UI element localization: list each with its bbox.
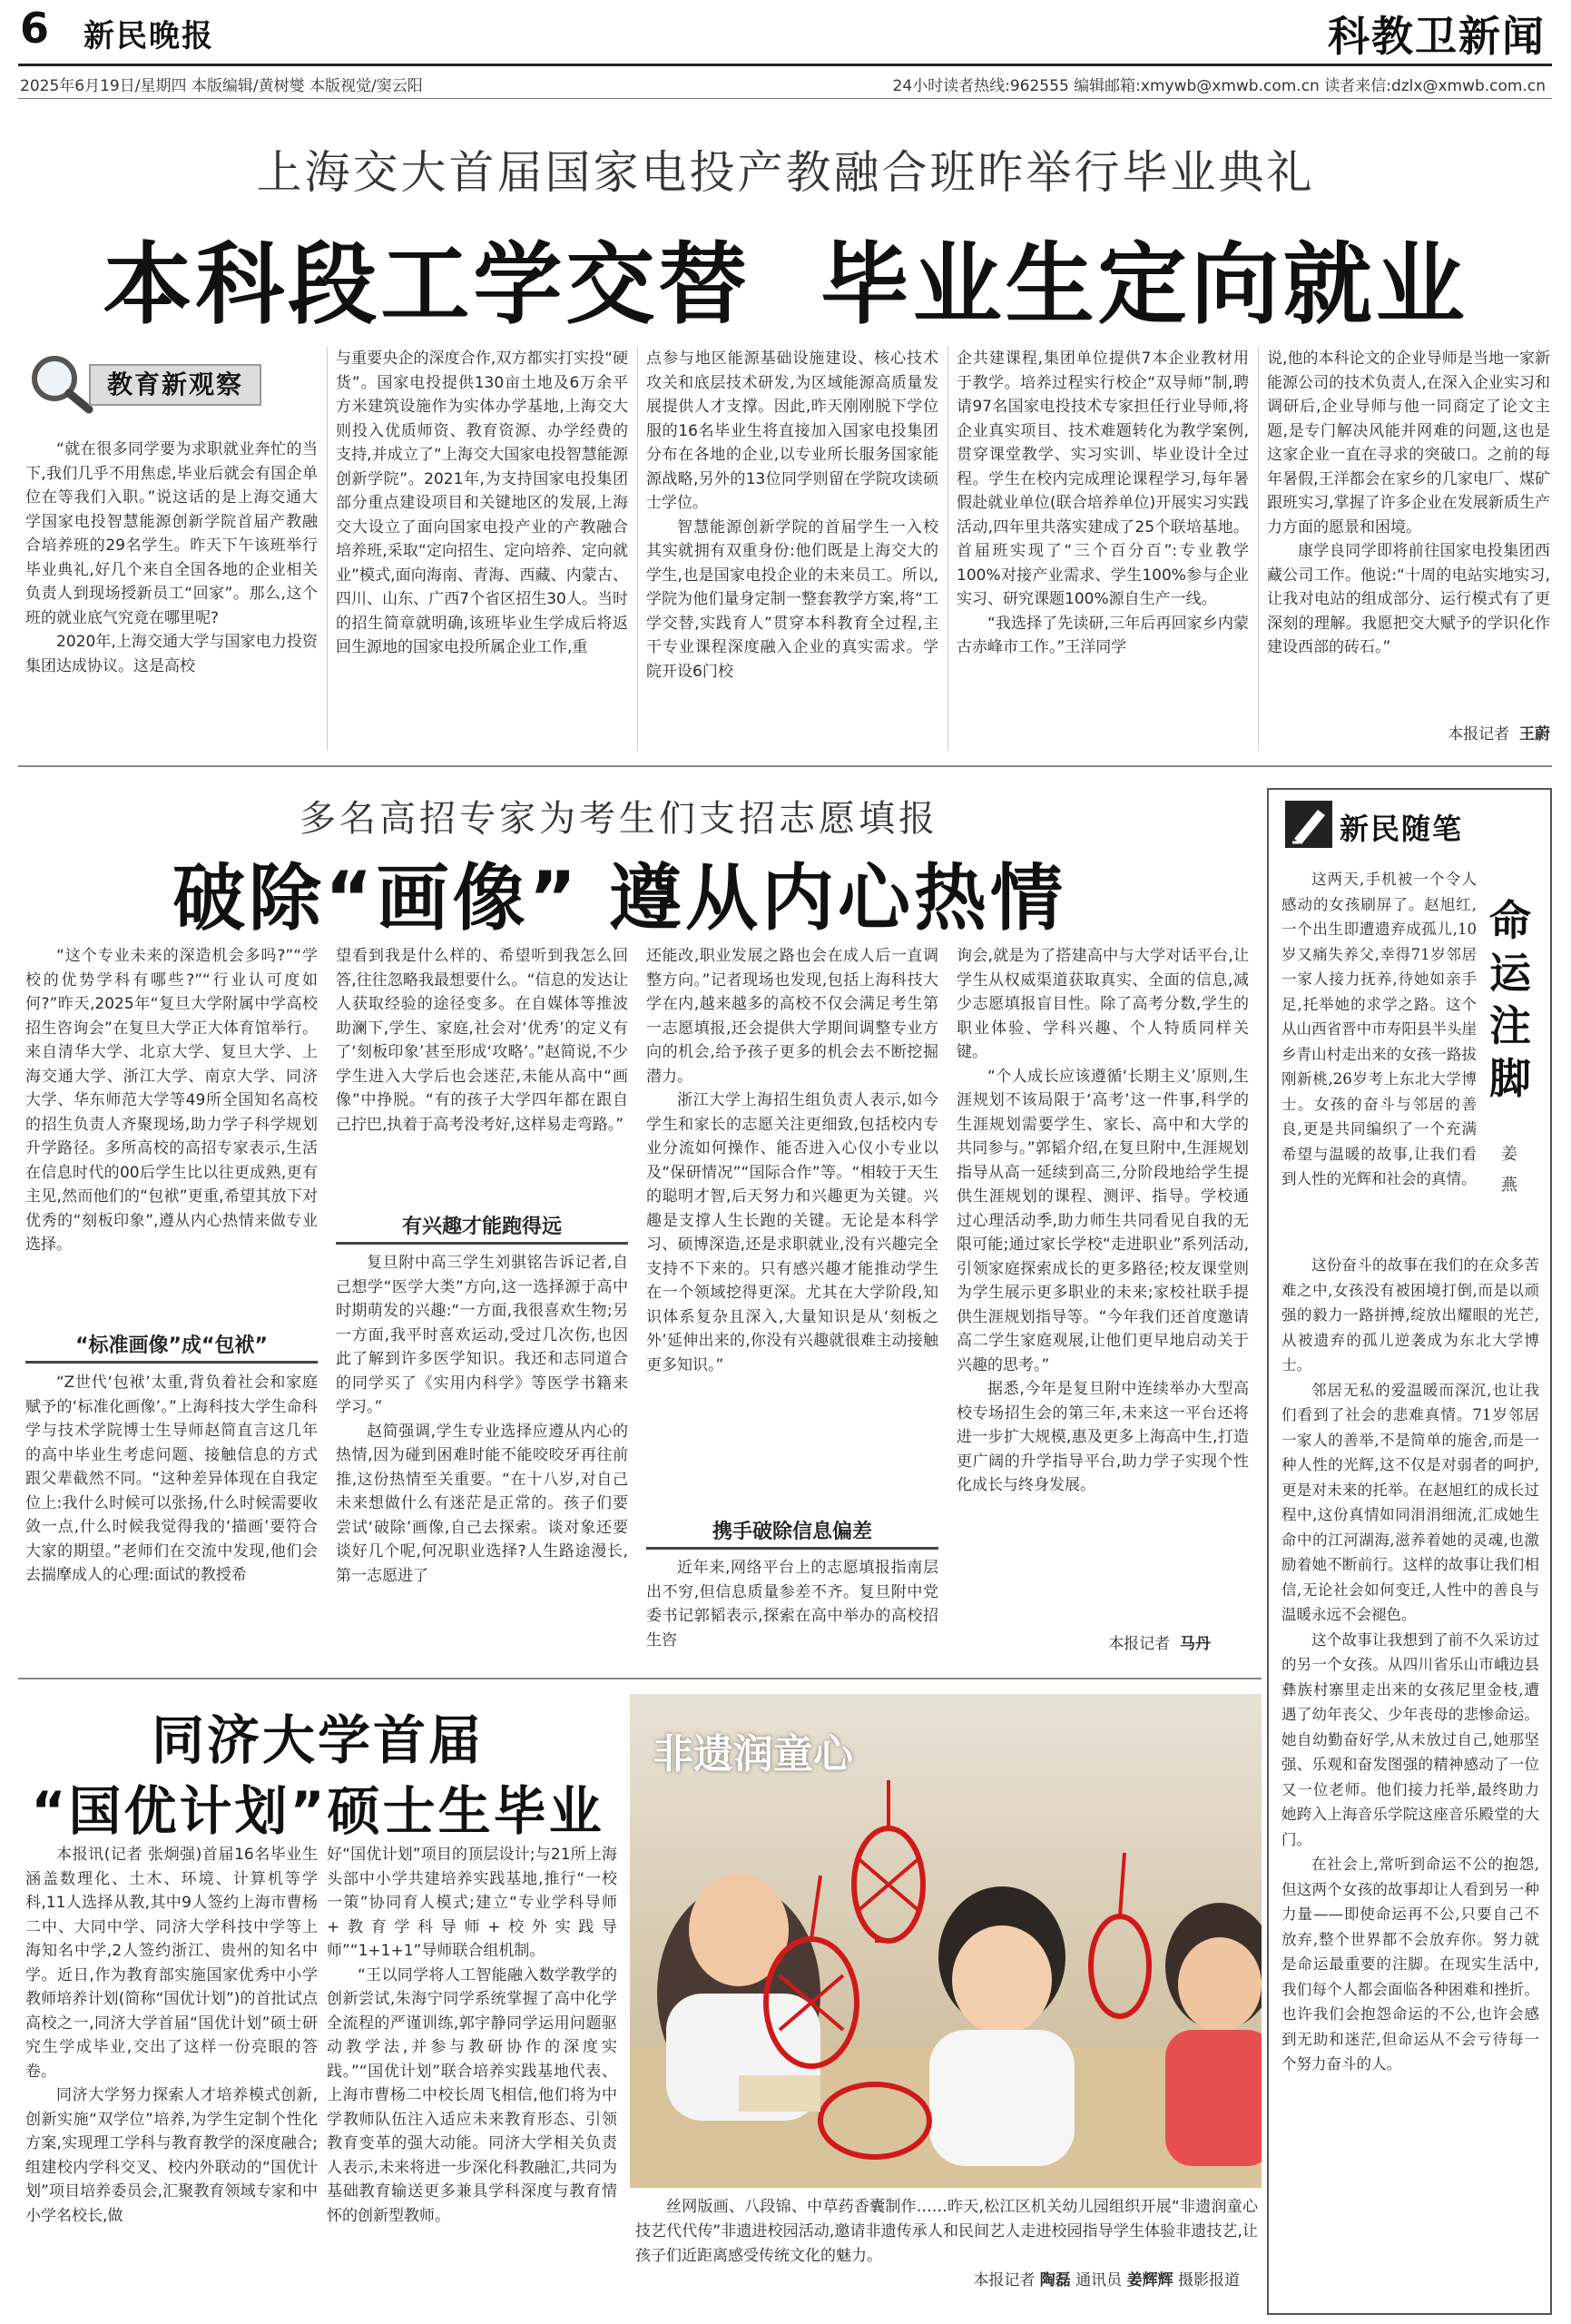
column-logo (1285, 801, 1464, 848)
byline-label: 本报记者 (1108, 1635, 1171, 1653)
story2-col-4 (957, 944, 1249, 1630)
paragraph: 与重要央企的深度合作,双方都实打实投“硬货”。国家电投提供130亩土地及6万余平方米建筑设施作为实体办学基地,上海交大则投入优质师资、教育资源、办学经费的支持,并成立了“上海交大国家电投智慧能源创新学院”。2021年,为支持国家电投集团部分重点建设项目和关键地区的发展,上海交大设立了面向国家电投产业的产教融合培养班,采取“定向招生、定向培养、定向就业”模式,面向海南、青海、西藏、内蒙古、四川、山东、广西7个省区招生30人。当时的招生简章就明确,该班毕业生学成后将返回生源地的国家电投所属企业工作,重 (336, 350, 628, 656)
lead-kicker: 上海交大首届国家电投产教融合班昨举行毕业典礼 (256, 146, 1315, 199)
paragraph: 在社会上,常听到命运不公的抱怨,但这两个女孩的故事却让人看到另一种力量——即使命运再不公,只要自己不放弃,整个世界都不会放弃你。努力就是命运最重要的注脚。在现实生活中,我们每个人都会面临各种困难和挫折。也许我们会抱怨命运的不公,也许会感到无助和迷茫,但命运从不会亏待每一个努力奋斗的人。 (1281, 1856, 1539, 2073)
magnifier-icon (25, 351, 98, 415)
photo-frame (630, 1694, 1262, 2188)
story2-byline (957, 1632, 1211, 1659)
page-number: 6 (20, 4, 50, 53)
lead-col-2 (336, 347, 628, 751)
paragraph: “Z世代‘包袱’太重,背负着社会和家庭赋予的‘标准化画像’。”上海科技大学生命科学与技术学院博士生导师赵简直言这几年的高中毕业生考虑问题、接触信息的方式跟父辈截然不同。“这种差异体现在自我定位上:我什么时候可以张扬,什么时候需要收敛一点,什么时候我觉得我的‘描画’要符合大家的期望。”老师们在交流中发现,他们会去揣摩成人的心理:面试的教授希 (25, 1374, 318, 1584)
story2-col-3b (646, 1556, 938, 1661)
lead-col-5 (1267, 347, 1550, 719)
paragraph: 邻居无私的爱温暖而深沉,也让我们看到了社会的悲难真情。71岁邻居一家人的善举,不是简单的施舍,而是一种人性的光辉,这不仅是对弱者的呵护,更是对未来的托举。在赵旭红的成长过程中,这份真情如同涓涓细流,汇成她生命中的江河湖海,滋养着她的灵魂,也激励着她不断前行。这样的故事让我们相信,无论社会如何变迁,人性中的善良与温暖永远不会褪色。 (1281, 1381, 1539, 1623)
paragraph: 据悉,今年是复旦附中连续举办大型高校专场招生会的第三年,未来这一平台还将进一步扩大规模,惠及更多上海高中生,打造更广阔的升学指导平台,助力学子实现个性化成长与终身发展。 (957, 1380, 1249, 1494)
column-rule (1258, 347, 1259, 751)
paragraph: 还能改,职业发展之路也会在成人后一直调整方向。”记者现场也发现,包括上海科技大学在内,越来越多的高校不仅会满足考生第一志愿填报,还会提供大学期间调整专业方向的机会,给予孩子更多的机会去不断挖掘潜力。 (646, 947, 938, 1086)
story2-col-2 (336, 944, 628, 1206)
story3-headline-1: 同济大学首届 (151, 1709, 484, 1771)
date-line: 2025年6月19日/星期四 本版编辑/黄树燮 本版视觉/窦云阳 (20, 77, 423, 95)
paragraph: 询会,就是为了搭建高中与大学对话平台,让学生从权威渠道获取真实、全面的信息,减少志愿填报盲目性。除了高考分数,学生的职业体验、学科兴趣、个人特质同样关键。 (957, 947, 1249, 1061)
column-author: 姜燕 (1501, 1145, 1517, 1195)
paragraph: 近年来,网络平台上的志愿填报指南层出不穷,但信息质量参差不齐。复旦附中党委书记郭韬表示,探索在高中举办的高校招生咨 (646, 1559, 938, 1649)
story2-col-1b (25, 1371, 318, 1661)
paragraph: “王以同学将人工智能融入数学教学的创新尝试,朱海宁同学系统掌握了高中化学全流程的严谨训练,郭宇静同学运用问题驱动教学法,并参与教研协作的深度实践。”“国优计划”联合培养实践基地代表、上海市曹杨二中校长周飞相信,他们将为中学教师队伍注入适应未来教育形态、引领教育变革的强大动能。同济大学相关负责人表示,未来将进一步深化科教融汇,共同为基础教育输送更多兼具学科深度与教育情怀的创新型教师。 (327, 1965, 617, 2225)
story3-headline-2: “国优计划”硕士生毕业 (31, 1780, 604, 1842)
subhead-3: 携手破除信息偏差 (646, 1516, 938, 1550)
paragraph: 企共建课程,集团单位提供7本企业教材用于教学。培养过程实行校企“双导师”制,聘请97名国家电投技术专家担任行业导师,将企业真实项目、技术难题转化为教学案例,贯穿课堂教学、实习实训、毕业设计全过程。学生在校内完成理论课程学习,每年暑假赴就业单位(联合培养单位)开展实习实践活动,四年里共落实建成了25个联培基地。首届班实现了“三个百分百”:专业教学100%对接产业需求、学生100%参与企业实习、研究课题100%源自生产一线。 (957, 350, 1249, 608)
paragraph: 浙江大学上海招生组负责人表示,如今学生和家长的志愿关注更细致,包括校内专业分流如何操作、能否进入心仪小专业以及“保研情况”“国际合作”等。“相较于天生的聪明才智,后天努力和兴趣更为关键。兴趣是支撑人生长跑的关键。无论是本科学习、硕博深造,还是求职就业,没有兴趣完全支持不下来的。只有感兴趣才能推动学生在一个领域挖得更深。尤其在大学阶段,知识体系复杂且深入,大量知识是从‘刻板之外’延伸出来的,你没有兴趣就很难主动接触更多知识。” (646, 1091, 938, 1374)
column-tag-label: 教育新观察 (89, 364, 261, 406)
column-tag (25, 359, 316, 413)
paragraph: “个人成长应该遵循‘长期主义’原则,生涯规划不该局限于‘高考’这一件事,科学的生涯规划需要学生、家长、高中和大学的共同参与。”郭韬介绍,在复旦附中,生涯规划指导从高一延续到高三,分阶段地给学生提供生涯规划的课程、测评、指导。学校通过心理活动季,助力师生共同看见自我的无限可能;通过家长学校“走进职业”系列活动,引领家庭探索成长的更多路径;校友课堂则为学生展示更多职业的未来;家校社联手提供生涯规划指导等。“今年我们还首度邀请高二学生家庭观展,让他们更早地启动关于兴趣的思考。” (957, 1067, 1249, 1374)
paragraph: “我选择了先读研,三年后再回家乡内蒙古赤峰市工作。”王洋同学 (957, 614, 1249, 656)
paragraph: 本报讯(记者 张炯强)首届16名毕业生涵盖数理化、土木、环境、计算机等学科,11人选择从教,其中9人签约上海市曹杨二中、大同中学、同济大学科技中学等上海知名中学,2人签约浙江、贵州的知名中学。近日,作为教育部实施国家优秀中小学教师培养计划(简称“国优计划”)的首批试点高校之一,同济大学首届“国优计划”硕士研究生学成毕业,交出了这样一份亮眼的答卷。 (25, 1846, 318, 2081)
paragraph: 同济大学努力探索人才培养模式创新,创新实施“双学位”培养,为学生定制个性化方案,实现理工学科与教育教学的深度融合;组建校内学科交叉、校内外联动的“国优计划”项目培养委员会,汇聚教育领域专家和中小学名校长,做 (25, 2086, 318, 2225)
column-logo-label: 新民随笔 (1340, 812, 1464, 846)
column-rule (327, 347, 328, 751)
byline-name: 马丹 (1180, 1635, 1211, 1653)
column-title: 命运注脚 (1489, 896, 1531, 1103)
paragraph: “这个专业未来的深造机会多吗?”“学校的优势学科有哪些?”“行业认可度如何?”昨天,2025年“复旦大学附属中学高校招生咨询会”在复旦大学正大体育馆举行。来自清华大学、北京大学、复旦大学、上海交通大学、浙江大学、南京大学、同济大学、华东师范大学等49所全国知名高校的招生负责人齐聚现场,助力学子科学规划升学路径。多所高校的高招专家表示,生活在信息时代的00后学生比以往更成熟,更有主见,然而他们的“包袱”更重,希望其放下对优秀的“刻板印象”,遵从内心热情来做专业选择。 (25, 947, 318, 1254)
lead-headline: 本科段工学交替 毕业生定向就业 (103, 233, 1468, 337)
paragraph: 智慧能源创新学院的首届学生一入校其实就拥有双重身份:他们既是上海交大的学生,也是国家电投企业的未来员工。所以,学院为他们量身定制一整套教学方案,将“工学交替,实践育人”贯穿本科教育全过程,主干专业课程深度融入企业的真实需求。学院开设6门校 (646, 517, 938, 681)
paragraph: “就在很多同学要为求职就业奔忙的当下,我们几乎不用焦虑,毕业后就会有国企单位在等我们入职。”说这话的是上海交通大学国家电投智慧能源创新学院首届产教融合培养班的29名学生。昨天下午该班举行毕业典礼,好几个来自全国各地的企业相关负责人到现场授新员工“回家”。那么,这个班的就业底气究竟在哪里呢? (25, 440, 318, 627)
paragraph: 点参与地区能源基础设施建设、核心技术攻关和底层技术研发,为区域能源高质量发展提供人才支撑。因此,昨天刚刚脱下学位服的16名毕业生将直接加入国家电投集团分布在各地的企业,以专业所长服务国家能源战略,另外的13位同学则留在学院攻读硕士学位。 (646, 350, 938, 512)
lead-byline (1267, 723, 1550, 750)
column-text-top (1281, 867, 1477, 1248)
date-rule (18, 98, 1552, 99)
paragraph: 康学良同学即将前往国家电投集团西藏公司工作。他说:“十周的电站实地实习,让我对电站的组成部分、运行模式有了更深刻的理解。我愿把交大赋予的学识化作建设西部的砖石。” (1267, 542, 1550, 656)
lead-col-4 (957, 347, 1249, 751)
paper-name: 新民晚报 (83, 18, 214, 54)
paragraph: 赵简强调,学生专业选择应遵从内心的热情,因为碰到困难时能不能咬咬牙再往前推,这份热情至关重要。“在十八岁,对自己未来想做什么有迷茫是正常的。孩子们要尝试‘破除’画像,自己去探索。谈对象还要谈好几个呢,何况职业选择?人生路途漫长,第一志愿进了 (336, 1422, 628, 1585)
story2-col-1 (25, 944, 318, 1325)
photo-title: 非遗润童心 (653, 1731, 853, 1777)
contact-line: 24小时读者热线:962555 编辑邮箱:xmywb@xmwb.com.cn 读者来信:dzlx@xmwb.com.cn (892, 77, 1546, 95)
section-title: 科教卫新闻 (1328, 12, 1546, 61)
story3-col-1 (25, 1843, 318, 2315)
paragraph: 这个故事让我想到了前不久采访过的另一个女孩。从四川省乐山市峨边县彝族村寨里走出来的女孩尼里金枝,遭遇了幼年丧父、少年丧母的悲惨命运。她自幼勤奋好学,从未放过自己,她那坚强、乐观和奋发图强的精神感动了一位又一位老师。他们接力托举,最终助力她跨入上海音乐学院这座音乐殿堂的大门。 (1281, 1630, 1539, 1848)
subhead-1: “标准画像”成“包袱” (25, 1330, 318, 1364)
story2-col-2b (336, 1251, 628, 1661)
credit-mid: 通讯员 (1075, 2271, 1123, 2290)
pen-icon (1285, 801, 1332, 848)
credit-tail: 摄影报道 (1178, 2271, 1240, 2290)
masthead-rule (18, 64, 1552, 66)
story2-col-3 (646, 944, 938, 1512)
subhead-2: 有兴趣才能跑得远 (336, 1211, 628, 1245)
column-rule (637, 347, 638, 751)
paragraph: 好“国优计划”项目的顶层设计;与21所上海头部中小学共建培养实践基地,推行“一校一策”协同育人模式;建立“专业学科导师+教育学科导师+校外实践导师”“1+1+1”导师联合组机制。 (327, 1846, 617, 1960)
lead-col-3 (646, 347, 938, 751)
section-divider (18, 1678, 1262, 1679)
story2-kicker: 多名高招专家为考生们支招志愿填报 (299, 798, 938, 840)
paragraph: 2020年,上海交通大学与国家电力投资集团达成协议。这是高校 (25, 633, 318, 675)
paragraph: 这份奋斗的故事在我们的在众多苦难之中,女孩没有被困境打倒,而是以顽强的毅力一路拼搏,绽放出耀眼的光芒,从被遗弃的孤儿逆袭成为东北大学博士。 (1281, 1256, 1539, 1374)
paragraph: 复旦附中高三学生刘骐铭告诉记者,自己想学“医学大类”方向,这一选择源于高中时期萌发的兴趣:“一方面,我很喜欢生物;另一方面,我平时喜欢运动,受过几次伤,也因此了解到许多医学知识。我还和志同道合的同学买了《实用内科学》等医学书籍来学习。” (336, 1254, 628, 1416)
credit-name-1: 陶磊 (1039, 2271, 1071, 2290)
story2-headline: 破除“画像” 遵从内心热情 (172, 856, 1067, 940)
paragraph: 望看到我是什么样的、希望听到我怎么回答,往往忽略我最想要什么。“信息的发达让人获取经验的途径变多。在自媒体等推波助澜下,学生、家庭,社会对‘优秀’的定义有了‘刻板印象’甚至形成‘攻略’。”赵简说,不少学生进入大学后也会迷茫,未能从高中“画像”中挣脱。“有的孩子大学四年都在跟自己拧巴,执着于高考没考好,这样易走弯路。” (336, 947, 628, 1134)
credit-label: 本报记者 (973, 2271, 1036, 2290)
paragraph: 这两天,手机被一个令人感动的女孩刷屏了。赵旭红,一个出生即遭遗弃成孤儿,10岁又痛失养父,幸得71岁邻居一家人接力抚养,待她如亲手足,托举她的求学之路。这个从山西省晋中市寿阳县半头崖乡青山村走出来的女孩一路拔刚新桃,26岁考上东北大学博士。女孩的奋斗与邻居的善良,更是共同编织了一个充满希望与温暖的故事,让我们看到人性的光辉和社会的真情。 (1281, 871, 1477, 1187)
byline-name: 王蔚 (1519, 725, 1550, 743)
caption-text: 丝网版画、八段锦、中草药香囊制作……昨天,松江区机关幼儿园组织开展“非遗润童心 技艺代代传”非遗进校园活动,邀请非遗传承人和民间艺人走进校园指导学生体验非遗技艺,让孩子们近距离感受传统文化的魅力。 (635, 2198, 1258, 2265)
credit-name-2: 姜辉辉 (1126, 2271, 1173, 2290)
column-text-main (1281, 1253, 1539, 2306)
section-divider (18, 765, 1552, 767)
photo-caption (635, 2195, 1258, 2313)
byline-label: 本报记者 (1448, 725, 1510, 743)
paragraph: 说,他的本科论文的企业导师是当地一家新能源公司的技术负责人,在深入企业实习和调研后,企业导师与他一同商定了论文主题,是专门解决风能并网难的问题,这也是这家企业一直在寻求的突破口。之前的每年暑假,王洋都会在家乡的几家电厂、煤矿跟班实习,掌握了许多企业在发展新质生产力方面的愿景和困境。 (1267, 350, 1550, 537)
photo-credit (635, 2269, 1240, 2293)
story3-col-2 (327, 1843, 617, 2315)
lead-col-1 (25, 438, 318, 751)
